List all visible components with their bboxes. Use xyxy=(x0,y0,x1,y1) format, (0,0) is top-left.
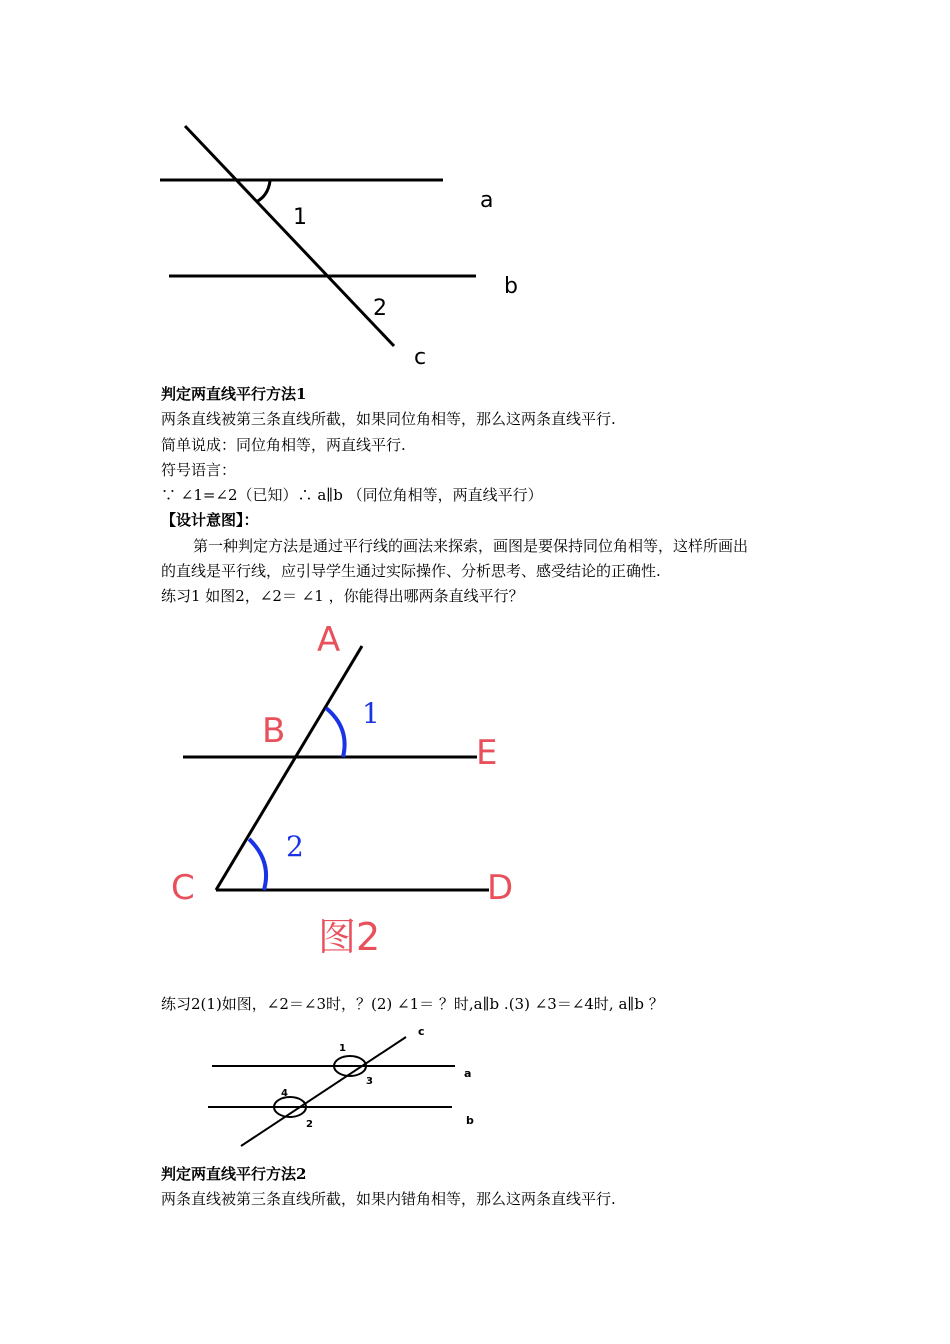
angle-3-label: 3 xyxy=(366,1076,373,1087)
exercise-2-text: 练习2(1)如图，∠2＝∠3时，？(2) ∠1＝ ？时,a∥b .(3) ∠3＝∠4时, a∥b ？ xyxy=(161,995,664,1013)
angle-4-label: 4 xyxy=(281,1088,288,1099)
angle-2-label: 2 xyxy=(306,1119,313,1130)
method-1-brief: 简单说成：同位角相等，两直线平行. xyxy=(161,436,406,454)
point-e-label: E xyxy=(476,733,498,773)
figure-3-diagram xyxy=(0,1020,950,1155)
angle-1-label: 1 xyxy=(293,205,307,230)
angle-2-arc xyxy=(249,839,266,890)
figure-1-parallel-lines xyxy=(0,0,950,380)
angle-2-label: 2 xyxy=(373,296,387,321)
transversal-c xyxy=(185,126,394,346)
symbol-language-label: 符号语言： xyxy=(161,461,237,479)
point-a-label: A xyxy=(317,620,341,660)
angle-2-label: 2 xyxy=(286,830,304,863)
label-b: b xyxy=(466,1114,474,1127)
angle-1-label: 1 xyxy=(339,1043,346,1054)
figure-2-diagram xyxy=(0,610,950,970)
exercise-1-text: 练习1 如图2，∠2＝ ∠1 ，你能得出哪两条直线平行？ xyxy=(161,587,524,605)
label-b: b xyxy=(504,274,518,299)
label-a: a xyxy=(464,1067,472,1080)
angle-1-arc xyxy=(256,181,270,202)
label-c: c xyxy=(418,1025,425,1038)
method-2-title: 判定两直线平行方法2 xyxy=(161,1165,307,1183)
label-c: c xyxy=(414,345,427,370)
label-a: a xyxy=(480,188,494,213)
point-c-label: C xyxy=(171,868,195,908)
point-b-label: B xyxy=(262,711,286,751)
design-intent-title: 【设计意图】： xyxy=(161,511,259,529)
design-intent-line-2: 的直线是平行线，应引导学生通过实际操作、分析思考、感受结论的正确性. xyxy=(161,562,661,580)
method-2-statement: 两条直线被第三条直线所截，如果内错角相等，那么这两条直线平行. xyxy=(161,1190,616,1208)
figure-2-caption: 图2 xyxy=(318,915,381,959)
transversal-c xyxy=(241,1037,406,1146)
point-d-label: D xyxy=(487,868,514,908)
angle-1-label: 1 xyxy=(362,697,380,730)
angle-1-arc xyxy=(326,708,345,757)
design-intent-line-1: 第一种判定方法是通过平行线的画法来探索，画图是要保持同位角相等，这样所画出 xyxy=(193,537,749,555)
symbol-proof: ∵ ∠1=∠2（已知）∴ a∥b （同位角相等，两直线平行） xyxy=(161,486,543,504)
method-1-title: 判定两直线平行方法1 xyxy=(161,385,307,403)
method-1-statement: 两条直线被第三条直线所截，如果同位角相等，那么这两条直线平行. xyxy=(161,410,616,428)
